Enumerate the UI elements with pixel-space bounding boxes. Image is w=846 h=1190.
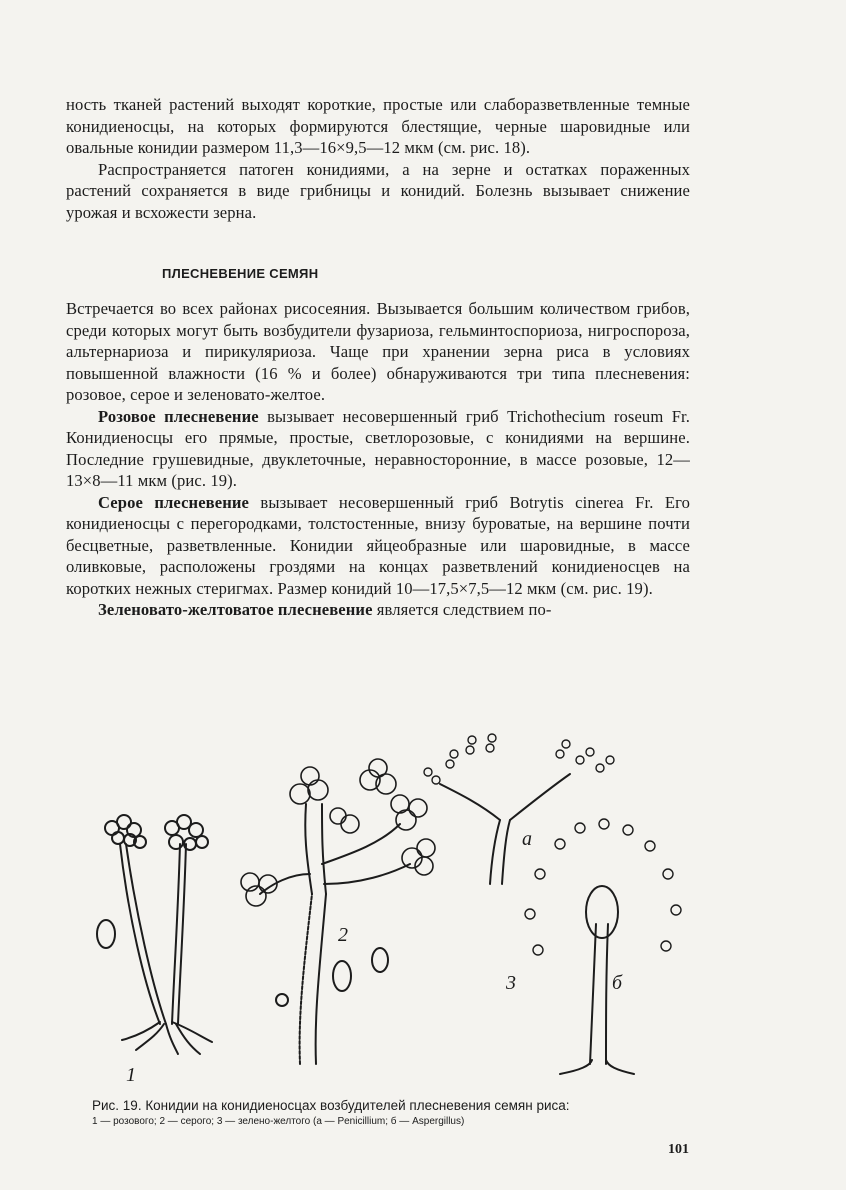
- conidia-illustration: [60, 724, 780, 1094]
- page-number: 101: [668, 1142, 689, 1157]
- figure-label-1: 1: [126, 1064, 136, 1086]
- fig2-botrytis-drawing: [241, 759, 435, 1064]
- text-top: [66, 94, 690, 223]
- text-pink-mold: вызывает несовершенный гриб Trichothecium roseum Fr. Конидиеносцы его прямые, простые, светлорозовые, с конидиями на вершине. Последние грушевидные, двуклеточные, неравносторонние, в массе розовые, 12—13×8—11 мкм (рис. 19).: [66, 406, 690, 490]
- term-gray-mold: Серое плесневение: [98, 492, 249, 512]
- figure-label-2: 2: [338, 924, 348, 946]
- figure-label-a: а: [522, 828, 532, 850]
- paragraph-intro: Встречается во всех районах рисосеяния. Вызывается большим количеством грибов, среди которых могут быть возбудители фузариоза, гельминтоспориоза, нигроспороза, альтернариоза и пирикуляриоза. Чаще при хранении зерна риса в условиях повышенной влажности (16 % и более) обнаруживаются три типа плесневения: розовое, серое и зеленовато-желтое.: [66, 299, 690, 404]
- paragraph-continuation: ность тканей растений выходят короткие, простые или слаборазветвленные темные конидиеносцы, на которых формируются блестящие, черные шаровидные или овальные конидии размером 11,3—16×9,5—12 мкм (см. рис. 18).: [66, 95, 690, 157]
- text-gray-mold: вызывает несовершенный гриб Botrytis cinerea Fr. Его конидиеносцы с перегородками, толстостенные, внизу буроватые, на вершине почти бесцветные, разветвленные. Конидии яйцеобразные или шаровидные, в массе оливковые, расположены гроздями на концах разветвлений конидиеносцев на коротких нежных стеригмах. Размер конидий 10—17,5×7,5—12 мкм (см. рис. 19).: [66, 492, 690, 598]
- paragraph-pink-mold: [66, 406, 690, 492]
- term-pink-mold: Розовое плесневение: [98, 406, 259, 426]
- text-section: [66, 298, 690, 621]
- figure-label-3: 3: [506, 972, 516, 994]
- figure-label-b: б: [612, 972, 623, 994]
- paragraph-spread: Распространяется патоген конидиями, а на зерне и остатках пораженных растений сохраняется в виде грибницы и конидий. Болезнь вызывает снижение урожая и всхожести зерна.: [66, 159, 690, 222]
- figure-caption: [92, 1098, 732, 1130]
- section-heading: ПЛЕСНЕВЕНИЕ СЕМЯН: [162, 266, 319, 281]
- paragraph-gray-mold: [66, 492, 690, 600]
- figure-19: [60, 724, 780, 1094]
- fig3b-aspergillus-drawing: [525, 819, 681, 1074]
- fig1-trichothecium-drawing: [97, 815, 212, 1054]
- caption-title: Рис. 19. Конидии на конидиеносцах возбудителей плесневения семян риса:: [92, 1098, 570, 1113]
- term-green-mold: Зеленовато-желтоватое плесневение: [98, 600, 373, 619]
- text-green-mold: является следствием по-: [372, 600, 552, 619]
- fig3a-penicillium-drawing: [424, 734, 614, 884]
- paragraph-green-mold: [66, 599, 690, 621]
- caption-legend: 1 — розового; 2 — серого; 3 — зелено-желтого (а — Penicillium; б — Aspergillus): [92, 1116, 465, 1127]
